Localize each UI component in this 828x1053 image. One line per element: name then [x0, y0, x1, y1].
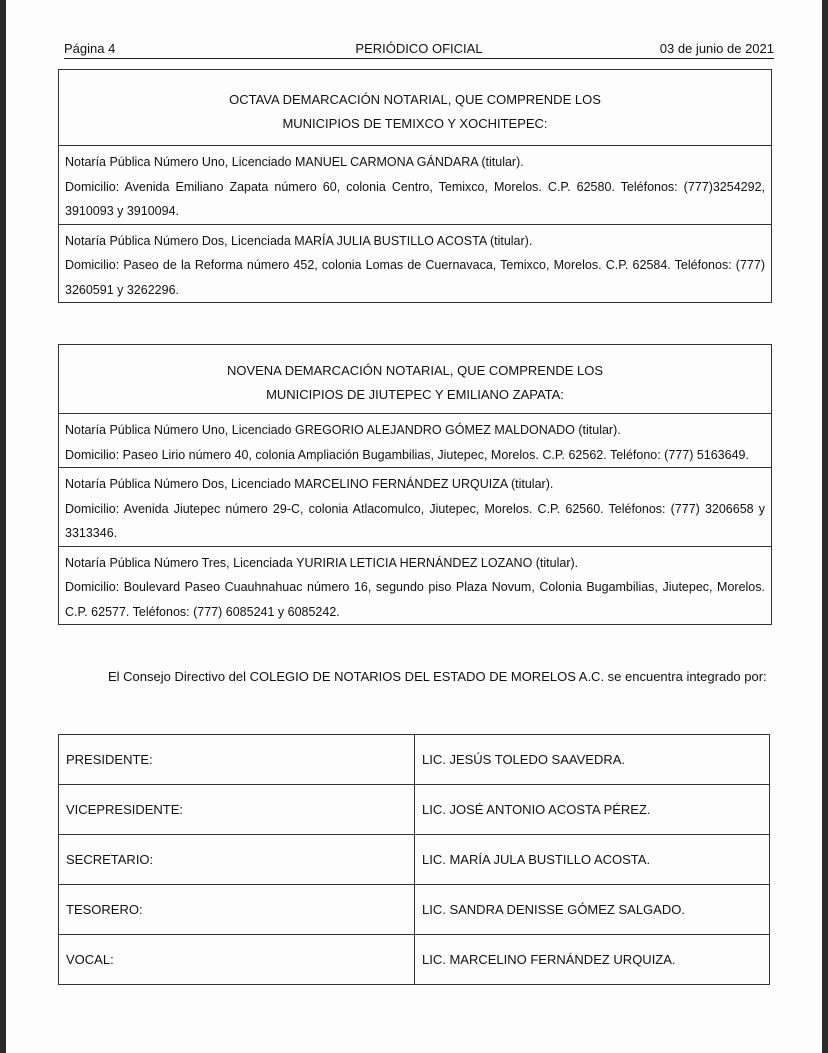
page-header	[64, 40, 774, 59]
table-row	[59, 835, 770, 885]
notary-address: Domicilio: Paseo Lirio número 40, colonia Ampliación Bugambilias, Jiutepec, Morelos. C.P. 62562. Teléfono: (777) 5163649.	[65, 447, 749, 462]
demarcation-block-novena	[58, 344, 772, 625]
notary-name: Notaría Pública Número Dos, Licenciada MARÍA JULIA BUSTILLO ACOSTA (titular).	[65, 233, 533, 248]
demarcation-block-octava	[58, 69, 772, 303]
demarcation-title	[59, 70, 771, 146]
council-role: PRESIDENTE:	[59, 735, 415, 785]
notary-name: Notaría Pública Número Uno, Licenciado MANUEL CARMONA GÁNDARA (titular).	[65, 155, 524, 169]
notary-entry	[59, 225, 771, 303]
publication-date: 03 de junio de 2021	[659, 41, 774, 56]
notary-entry	[59, 146, 771, 225]
table-row	[59, 885, 770, 935]
demarcation-title-line: MUNICIPIOS DE JIUTEPEC Y EMILIANO ZAPATA:	[266, 387, 564, 402]
table-row	[59, 735, 770, 785]
demarcation-title-line: OCTAVA DEMARCACIÓN NOTARIAL, QUE COMPRENDE LOS	[229, 92, 601, 107]
table-row	[59, 785, 770, 835]
council-role: VOCAL:	[59, 935, 415, 985]
notary-address: Domicilio: Boulevard Paseo Cuauhnahuac número 16, segundo piso Plaza Novum, Colonia Bugambilias, Jiutepec, Morelos. C.P. 62577. Teléfonos: (777) 6085241 y 6085242.	[65, 580, 765, 619]
council-member: LIC. MARCELINO FERNÁNDEZ URQUIZA.	[415, 935, 770, 985]
notary-entry	[59, 468, 771, 547]
demarcation-title-line: MUNICIPIOS DE TEMIXCO Y XOCHITEPEC:	[282, 116, 548, 131]
publication-title: PERIÓDICO OFICIAL	[355, 41, 483, 56]
notary-address: Domicilio: Avenida Emiliano Zapata número 60, colonia Centro, Temixco, Morelos. C.P. 62580. Teléfonos: (777)3254292, 3910093 y 3910094.	[65, 179, 765, 218]
notary-name: Notaría Pública Número Dos, Licenciado MARCELINO FERNÁNDEZ URQUIZA (titular).	[65, 477, 554, 491]
council-role: SECRETARIO:	[59, 835, 415, 885]
notary-address: Domicilio: Paseo de la Reforma número 452, colonia Lomas de Cuernavaca, Temixco, Morelos. C.P. 62584. Teléfonos: (777) 3260591 y 3262296.	[65, 258, 765, 297]
council-table	[58, 734, 770, 985]
table-row	[59, 935, 770, 985]
council-intro-paragraph	[64, 665, 772, 689]
council-intro-text: El Consejo Directivo del COLEGIO DE NOTARIOS DEL ESTADO DE MORELOS A.C. se encuentra integrado por:	[108, 669, 767, 684]
notary-entry	[59, 414, 771, 468]
council-role: TESORERO:	[59, 885, 415, 935]
document-page	[6, 0, 822, 1053]
notary-name: Notaría Pública Número Tres, Licenciada YURIRIA LETICIA HERNÁNDEZ LOZANO (titular).	[65, 555, 579, 570]
council-member: LIC. SANDRA DENISSE GÓMEZ SALGADO.	[415, 885, 770, 935]
council-member: LIC. MARÍA JULA BUSTILLO ACOSTA.	[415, 835, 770, 885]
page-number: Página 4	[64, 41, 116, 56]
demarcation-title-line: NOVENA DEMARCACIÓN NOTARIAL, QUE COMPRENDE LOS	[226, 363, 604, 378]
notary-entry	[59, 547, 771, 625]
council-role: VICEPRESIDENTE:	[59, 785, 415, 835]
council-member: LIC. JESÚS TOLEDO SAAVEDRA.	[415, 735, 770, 785]
council-member: LIC. JOSÉ ANTONIO ACOSTA PÉREZ.	[415, 785, 770, 835]
demarcation-title	[59, 345, 771, 414]
notary-name: Notaría Pública Número Uno, Licenciado GREGORIO ALEJANDRO GÓMEZ MALDONADO (titular).	[65, 423, 621, 437]
notary-address: Domicilio: Avenida Jiutepec número 29-C, colonia Atlacomulco, Jiutepec, Morelos. C.P. 62560. Teléfonos: (777) 3206658 y 3313346.	[65, 501, 765, 540]
